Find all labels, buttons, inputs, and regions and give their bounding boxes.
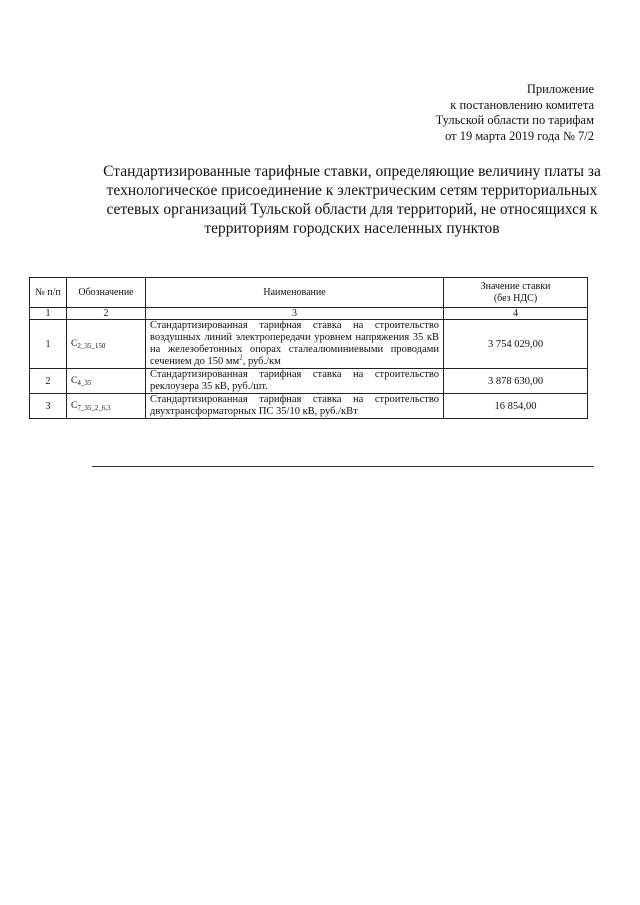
closing-divider — [92, 466, 594, 467]
header-code: Обозначение — [67, 278, 146, 308]
appendix-line: Приложение — [526, 82, 594, 96]
column-number-row — [30, 308, 588, 320]
row-value: 3 754 029,00 — [444, 320, 588, 369]
appendix-reference — [436, 82, 594, 144]
rates-table — [29, 277, 588, 419]
row-name: Стандартизированная тарифная ставка на строительство реклоузера 35 кВ, руб./шт. — [146, 369, 444, 394]
code-subscript: 7_35_2_6,3 — [77, 403, 111, 412]
appendix-line: от 19 марта 2019 года № 7/2 — [445, 128, 594, 143]
table-row — [30, 369, 588, 394]
row-code — [67, 369, 146, 394]
row-number: 2 — [30, 369, 67, 394]
row-value: 3 878 630,00 — [444, 369, 588, 394]
code-base: C — [71, 400, 78, 411]
document-title — [88, 162, 616, 238]
column-number: 4 — [444, 308, 588, 320]
header-value-line2: (без НДС) — [493, 292, 538, 304]
row-name-superscript: 2 — [239, 353, 243, 362]
column-number: 3 — [146, 308, 444, 320]
row-name: Стандартизированная тарифная ставка на строительство двухтрансформаторных ПС 35/10 кВ, руб./кВт — [146, 394, 444, 419]
row-code — [67, 320, 146, 369]
appendix-line: к постановлению комитета — [450, 97, 594, 112]
title-line: сетевых организаций Тульской области для территорий, не относящихся к — [106, 201, 598, 218]
header-number: № п/п — [30, 278, 67, 308]
table-row — [30, 320, 588, 369]
row-number: 3 — [30, 394, 67, 419]
code-subscript: 2_35_150 — [77, 341, 106, 350]
title-line: территориям городских населенных пунктов — [204, 220, 500, 237]
column-number: 2 — [67, 308, 146, 320]
code-subscript: 4_35 — [77, 378, 92, 387]
column-number: 1 — [30, 308, 67, 320]
table-row — [30, 394, 588, 419]
title-line: технологическое присоединение к электрическим сетям территориальных — [106, 182, 598, 199]
appendix-line: Тульской области по тарифам — [435, 113, 594, 127]
title-line: Стандартизированные тарифные ставки, определяющие величину платы за — [103, 163, 601, 180]
table-header-row — [30, 278, 588, 308]
row-name — [146, 320, 444, 369]
row-name-text: Стандартизированная тарифная ставка на строительство воздушных линий электропередачи уровнем напряжения 35 кВ на железобетонных опорах сталеалюминиевыми проводами сечением до 150 мм — [150, 320, 439, 367]
header-value — [444, 278, 588, 308]
code-base: C — [71, 338, 78, 349]
header-name: Наименование — [146, 278, 444, 308]
row-code — [67, 394, 146, 419]
code-base: C — [71, 375, 78, 386]
header-value-line1: Значение ставки — [480, 280, 551, 292]
row-name-unit: , руб./км — [242, 356, 281, 367]
row-number: 1 — [30, 320, 67, 369]
row-value: 16 854,00 — [444, 394, 588, 419]
